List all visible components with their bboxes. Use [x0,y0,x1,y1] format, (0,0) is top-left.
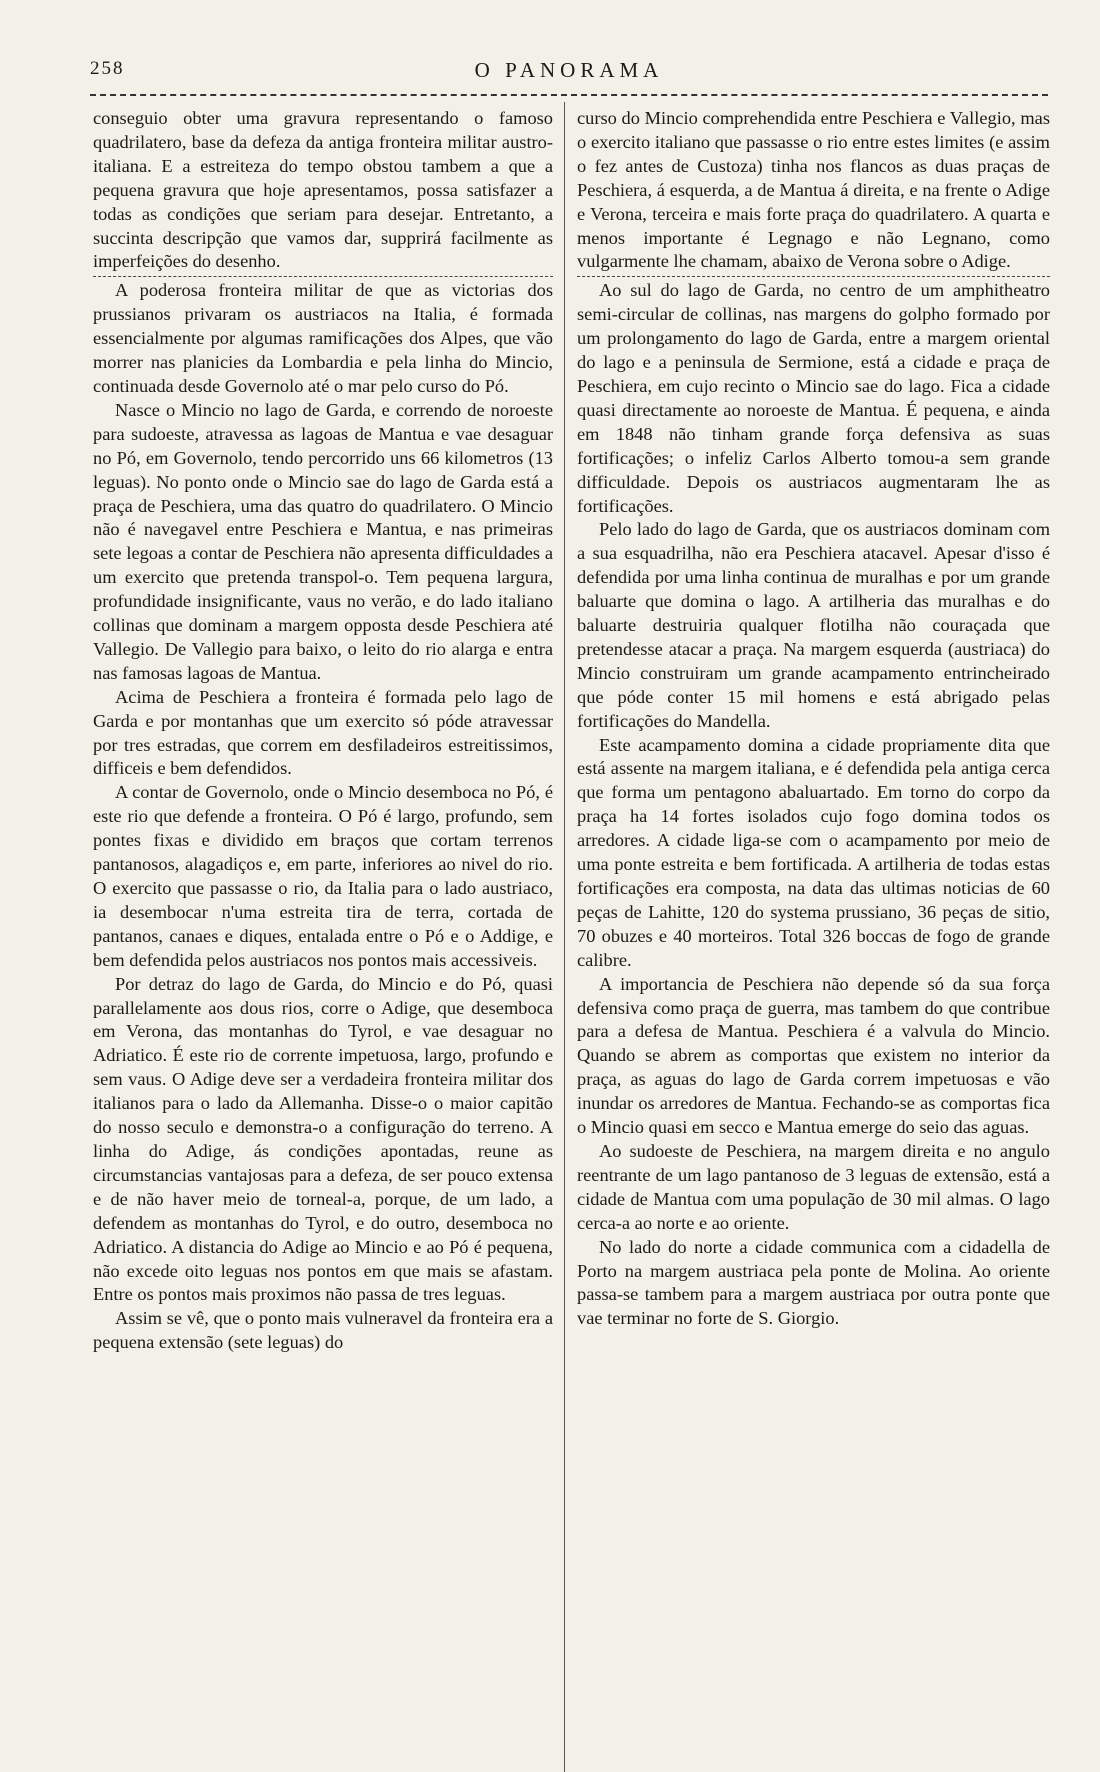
paragraph: A importancia de Peschiera não depende só da sua força defensiva como praça de guerra, mas tambem do que contribue para a defesa de Mantua. Peschiera é a valvula do Mincio. Quando se abrem as comportas que existem no interior da praça, as aguas do lago de Garda correm impetuosas e vão inundar os arredores de Mantua. Fechando-se as comportas fica o Mincio quasi em secco e Mantua emerge do seio das aguas. [577,973,1050,1138]
paragraph-divider [577,276,1050,277]
page-number: 258 [90,58,125,79]
right-column [577,107,1050,1331]
paragraph: Assim se vê, que o ponto mais vulneravel da fronteira era a pequena extensão (sete leguas) do [93,1308,553,1353]
paragraph-divider [93,276,553,277]
paragraph: Acima de Peschiera a fronteira é formada pelo lago de Garda e por montanhas que um exercito só póde atravessar por tres estradas, que correm em desfiladeiros estreitissimos, difficeis e bem defendidos. [93,686,553,779]
page-header [90,58,1048,88]
paragraph: Por detraz do lago de Garda, do Mincio e do Pó, quasi parallelamente aos dous rios, corre o Adige, que desemboca em Verona, das montanhas do Tyrol, e vae desaguar no Adriatico. É este rio de corrente impetuosa, largo, profundo e sem vaus. O Adige deve ser a verdadeira fronteira militar dos italianos para o lado da Allemanha. Disse-o o maior capitão do nosso seculo e demonstra-o a configuração do terreno. A linha do Adige, ás condições apontadas, reune as circumstancias vantajosas para a defeza, de ser pouco extensa e de não haver meio de torneal-a, porque, de um lado, a defendem as montanhas do Tyrol, e do outro, desemboca no Adriatico. A distancia do Adige ao Mincio e ao Pó é pequena, não excede oito leguas nos pontos em que mais se afastam. Entre os pontos mais proximos não passa de tres leguas. [93,973,553,1305]
paragraph: No lado do norte a cidade communica com a cidadella de Porto na margem austriaca pela ponte de Molina. Ao oriente passa-se tambem para a margem austriaca por outra ponte que vae terminar no forte de S. Giorgio. [577,1236,1050,1329]
paragraph: Ao sudoeste de Peschiera, na margem direita e no angulo reentrante de um lago pantanoso de 3 leguas de extensão, está a cidade de Mantua com uma população de 30 mil almas. O lago cerca-a ao norte e ao oriente. [577,1140,1050,1233]
paragraph: Pelo lado do lago de Garda, que os austriacos dominam com a sua esquadrilha, não era Peschiera atacavel. Apesar d'isso é defendida por uma linha continua de muralhas e por um grande baluarte que domina o lago. A artilheria das muralhas e do baluarte destruiria qualquer flotilha não couraçada que pretendesse atacar a praça. Na margem esquerda (austriaca) do Mincio construiram um grande acampamento entrincheirado que póde conter 15 mil homens e está abrigado pelas fortificações do Mandella. [577,519,1050,731]
column-divider [564,102,565,1772]
paragraph: Nasce o Mincio no lago de Garda, e correndo de noroeste para sudoeste, atravessa as lagoas de Mantua e vae desaguar no Pó, em Governolo, tendo percorrido uns 66 kilometros (13 leguas). No ponto onde o Mincio sae do lago de Garda está a praça de Peschiera, uma das quatro do quadrilatero. O Mincio não é navegavel entre Peschiera e Mantua, e nas primeiras sete legoas a contar de Peschiera não apresenta difficuldades a um exercito que pretenda transpol-o. Tem pequena largura, profundidade insignificante, vaus no verão, e do lado italiano collinas que dominam a margem opposta desde Peschiera até Vallegio. De Vallegio para baixo, o leito do rio alarga e entra nas famosas lagoas de Mantua. [93,399,553,683]
paragraph: A poderosa fronteira militar de que as victorias dos prussianos privaram os austriacos na Italia, é formada essencialmente por algumas ramificações dos Alpes, que vão morrer nas planicies da Lombardia e pela linha do Mincio, continuada desde Governolo até o mar pelo curso do Pó. [93,280,553,396]
header-rule [90,94,1048,96]
running-title: O PANORAMA [474,58,664,82]
left-column [93,107,553,1355]
paragraph: Ao sul do lago de Garda, no centro de um amphitheatro semi-circular de collinas, nas margens do golpho formado por um prolongamento do lago de Garda, entre a margem oriental do lago e a peninsula de Sermione, está a cidade e praça de Peschiera, em cujo recinto o Mincio sae do lago. Fica a cidade quasi directamente ao noroeste de Mantua. É pequena, e ainda em 1848 não tinham grande força defensiva as suas fortificações; o infeliz Carlos Alberto tomou-a sem grande difficuldade. Depois os austriacos augmentaram lhe as fortificações. [577,280,1050,516]
paragraph: conseguio obter uma gravura representando o famoso quadrilatero, base da defeza da antiga fronteira militar austro-italiana. E a estreiteza do tempo obstou tambem a que a pequena gravura que hoje apresentamos, possa satisfazer a todas as condições que seriam para desejar. Entretanto, a succinta descripção que vamos dar, supprirá facilmente as imperfeições do desenho. [93,108,553,272]
paragraph: A contar de Governolo, onde o Mincio desemboca no Pó, é este rio que defende a fronteira. O Pó é largo, profundo, sem pontes fixas e dividido em braços que cortam terrenos pantanosos, alagadiços e, em parte, inferiores ao nivel do rio. O exercito que passasse o rio, da Italia para o lado austriaco, ia desembocar n'uma estreita tira de terra, cortada de pantanos, canaes e diques, entalada entre o Pó e o Addige, e bem defendida pelos austriacos nos pontos mais accessiveis. [93,782,553,970]
paragraph: curso do Mincio comprehendida entre Peschiera e Vallegio, mas o exercito italiano que passasse o rio entre estes limites (e assim o fez antes de Custoza) tinha nos flancos as duas praças de Peschiera, á esquerda, a de Mantua á direita, e na frente o Adige e Verona, terceira e mais forte praça do quadrilatero. A quarta e menos importante é Legnago e não Legnano, como vulgarmente lhe chamam, abaixo de Verona sobre o Adige. [577,108,1050,272]
paragraph: Este acampamento domina a cidade propriamente dita que está assente na margem italiana, e é defendida pela antiga cerca que forma um pentagono abaluartado. Em torno do corpo da praça ha 14 fortes isolados cujo fogo domina todos os arredores. A cidade liga-se com o acampamento por meio de uma ponte estreita e bem fortificada. A artilheria de todas estas fortificações era composta, na data das ultimas noticias de 60 peças de Lahitte, 120 do systema prussiano, 36 peças de sitio, 70 obuzes e 40 morteiros. Total 326 boccas de fogo de grande calibre. [577,734,1050,970]
